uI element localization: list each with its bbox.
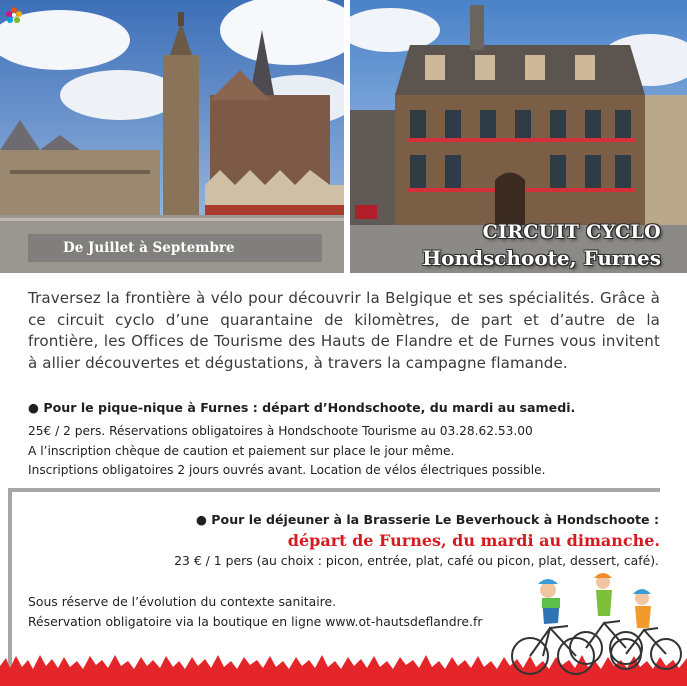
picnic-line: A l’inscription chèque de caution et paiement sur place le jour même. <box>28 443 455 458</box>
flower-logo-icon <box>5 6 23 24</box>
lunch-footer <box>28 592 482 632</box>
lunch-price: 23 € / 1 pers (au choix : picon, entrée, plat, café ou picon, plat, dessert, café). <box>174 553 659 568</box>
circuit-title-line1: CIRCUIT CYCLO <box>482 221 661 243</box>
section-frame-left <box>8 488 12 668</box>
circuit-title-line2: Hondschoote, Furnes <box>422 246 661 270</box>
lunch-highlight: départ de Furnes, du mardi au dimanche. <box>287 531 660 550</box>
footer-note: Sous réserve de l’évolution du contexte sanitaire. <box>28 594 337 609</box>
picnic-heading: ● Pour le pique-nique à Furnes : départ d’Hondschoote, du mardi au samedi. <box>28 400 576 415</box>
lunch-heading: ● Pour le déjeuner à la Brasserie Le Beverhouck à Hondschoote : <box>195 512 659 527</box>
circuit-title <box>422 219 661 271</box>
picnic-details <box>28 422 546 481</box>
intro-paragraph: Traversez la frontière à vélo pour découvrir la Belgique et ses spécialités. Grâce à ce circuit cyclo d’une quarantaine de kilomètres, de part et d’autre de la frontière, les Offices de Tourisme des Hauts de Flandre et de Furnes vous invitent à allier découvertes et dégustations, à travers la campagne flamande. <box>28 289 660 372</box>
picnic-line: Inscriptions obligatoires 2 jours ouvrés avant. Location de vélos électriques possible. <box>28 463 546 477</box>
photo-grand-place <box>0 0 344 273</box>
cyclists-illustration <box>508 568 684 680</box>
footer-link[interactable]: Réservation obligatoire via la boutique en ligne www.ot-hautsdeflandre.fr <box>28 614 483 629</box>
section-frame-top <box>8 488 660 492</box>
date-badge: De Juillet à Septembre <box>28 234 322 262</box>
picnic-line: 25€ / 2 pers. Réservations obligatoires à Hondschoote Tourisme au 03.28.62.53.00 <box>28 424 533 438</box>
